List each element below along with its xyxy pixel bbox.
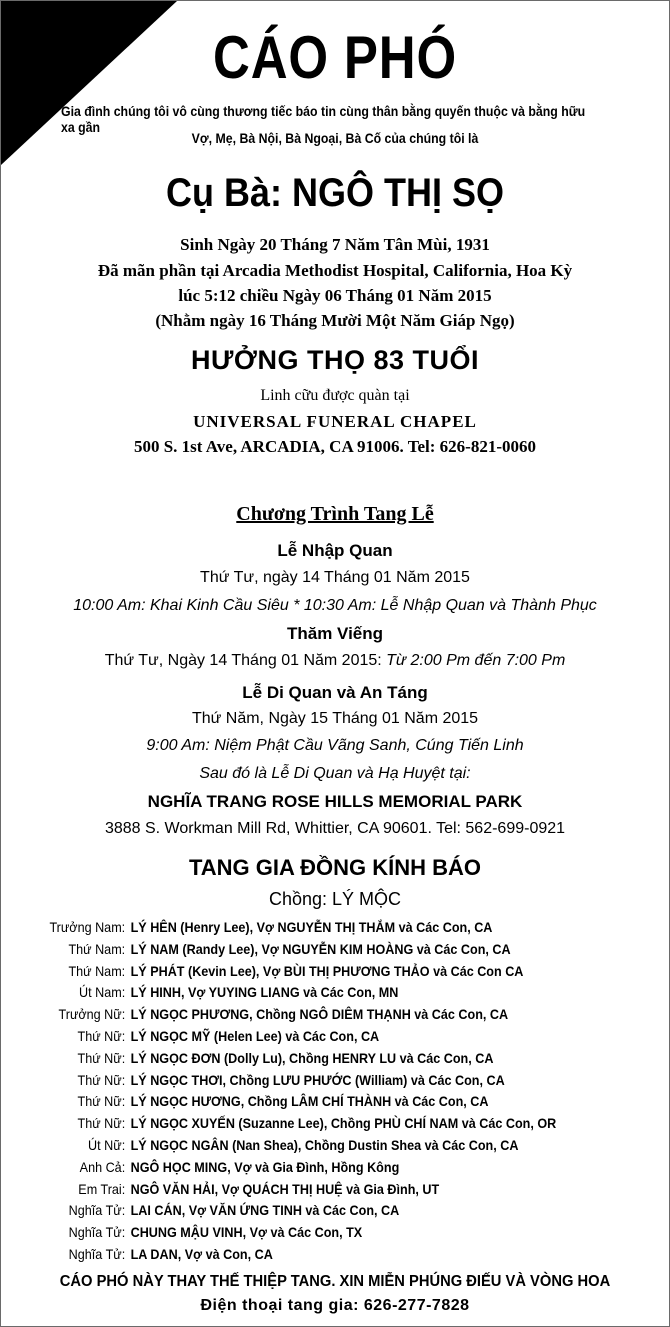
husband-line: Chồng: LÝ MỘC: [268, 889, 402, 909]
relative-name: NGÔ HỌC MING, Vợ và Gia Đình, Hồng Kông: [130, 1158, 400, 1175]
relative-label: Nghĩa Tử:: [68, 1202, 126, 1219]
relative-label: Út Nữ:: [88, 1137, 126, 1153]
burial-date: Thứ Năm, Ngày 15 Tháng 01 Năm 2015: [191, 710, 479, 727]
visitation-time: Từ 2:00 Pm đến 7:00 Pm: [386, 652, 566, 669]
relative-label: Thứ Nữ:: [77, 1071, 126, 1088]
page-title: CÁO PHÓ: [213, 24, 457, 91]
relative-row: [1, 1028, 379, 1044]
relative-label: Thứ Nữ:: [77, 1115, 126, 1132]
cemetery-name: NGHĨA TRANG ROSE HILLS MEMORIAL PARK: [147, 792, 523, 811]
relative-name: LÝ NGỌC THƠI, Chồng LƯU PHƯỚC (William) và Các Con, CA: [130, 1071, 505, 1088]
relative-row: [1, 1202, 399, 1218]
relative-label: Thứ Nữ:: [77, 1093, 126, 1110]
relative-name: LA DAN, Vợ và Con, CA: [130, 1246, 273, 1262]
age-heading: HƯỞNG THỌ 83 TUỔI: [191, 345, 479, 375]
intro-line-2: Vợ, Mẹ, Bà Nội, Bà Ngoại, Bà Cố của chúng tôi là: [191, 130, 479, 146]
relative-name: CHUNG MẬU VINH, Vợ và Các Con, TX: [130, 1224, 363, 1241]
relative-label: Trưởng Nữ:: [58, 1006, 126, 1023]
relative-name: LÝ PHÁT (Kevin Lee), Vợ BÙI THỊ PHƯƠNG THẢO và Các Con CA: [130, 962, 524, 979]
viewing-intro: Linh cữu được quàn tại: [260, 387, 410, 404]
relative-label: Thứ Nữ:: [77, 1028, 126, 1044]
relative-label: Anh Cả:: [79, 1158, 126, 1175]
program-heading: Chương Trình Tang Lễ: [236, 503, 434, 525]
relative-label: Út Nam:: [78, 984, 126, 1001]
visitation-title: Thăm Viếng: [286, 624, 384, 643]
lunar-date: (Nhằm ngày 16 Tháng Mười Một Năm Giáp Ngọ): [155, 311, 515, 330]
relative-row: [1, 1006, 508, 1022]
encoffining-date: Thứ Tư, ngày 14 Tháng 01 Năm 2015: [200, 569, 470, 586]
relative-label: Nghĩa Tử:: [68, 1246, 126, 1262]
relative-name: NGÔ VĂN HẢI, Vợ QUÁCH THỊ HUỆ và Gia Đình, UT: [130, 1180, 440, 1197]
relative-row: [1, 1115, 556, 1131]
relative-label: Thứ Nữ:: [77, 1049, 126, 1066]
relative-label: Em Trai:: [78, 1180, 126, 1197]
relative-row: [1, 1072, 505, 1088]
relative-row: [1, 963, 523, 979]
relative-row: [1, 1159, 399, 1175]
relative-row: [1, 1050, 493, 1066]
relative-label: Thứ Nam:: [68, 940, 126, 957]
relative-name: LÝ NGỌC ĐƠN (Dolly Lu), Chồng HENRY LU và Các Con, CA: [130, 1049, 494, 1066]
burial-detail-2: Sau đó là Lễ Di Quan và Hạ Huyệt tại:: [199, 765, 471, 782]
relative-name: LÝ HINH, Vợ YUYING LIANG và Các Con, MN: [130, 984, 399, 1001]
relative-row: [1, 1246, 273, 1262]
visitation-date: Thứ Tư, Ngày 14 Tháng 01 Năm 2015:: [104, 652, 382, 669]
encoffining-title: Lễ Nhập Quan: [277, 541, 393, 560]
chapel-name: UNIVERSAL FUNERAL CHAPEL: [193, 412, 477, 431]
deceased-name: Cụ Bà: NGÔ THỊ SỌ: [165, 171, 505, 215]
relative-label: Thứ Nam:: [68, 962, 126, 979]
relative-name: LÝ NGỌC PHƯƠNG, Chồng NGÔ DIÊM THẠNH và Các Con, CA: [130, 1006, 509, 1023]
relative-name: LÝ NGỌC HƯƠNG, Chồng LÂM CHÍ THÀNH và Các Con, CA: [130, 1093, 489, 1110]
death-time: lúc 5:12 chiều Ngày 06 Tháng 01 Năm 2015: [178, 286, 492, 305]
chapel-address: 500 S. 1st Ave, ARCADIA, CA 91006. Tel: 626-821-0060: [133, 437, 537, 456]
relative-row: [1, 919, 492, 935]
relative-row: [1, 1224, 362, 1240]
relative-name: LÝ NGỌC NGÂN (Nan Shea), Chồng Dustin Shea và Các Con, CA: [130, 1137, 519, 1153]
relative-row: [1, 941, 511, 957]
intro-line-1: Gia đình chúng tôi vô cùng thương tiếc báo tin cùng thân bằng quyến thuộc và bằng hữu xa gần: [61, 103, 586, 135]
relative-name: LÝ NGỌC MỸ (Helen Lee) và Các Con, CA: [130, 1028, 380, 1044]
relative-row: [1, 1181, 439, 1197]
birth-date: Sinh Ngày 20 Tháng 7 Năm Tân Mùi, 1931: [180, 235, 490, 254]
relative-label: Trưởng Nam:: [49, 919, 126, 935]
relative-row: [1, 1137, 518, 1153]
relative-label: Nghĩa Tử:: [68, 1224, 126, 1241]
family-heading: TANG GIA ĐỒNG KÍNH BÁO: [188, 855, 482, 880]
visitation-line: [1, 652, 669, 670]
relative-name: LÝ NGỌC XUYẾN (Suzanne Lee), Chồng PHÙ CHÍ NAM và Các Con, OR: [130, 1115, 557, 1132]
relative-name: LÝ NAM (Randy Lee), Vợ NGUYỄN KIM HOÀNG và Các Con, CA: [130, 940, 511, 957]
footer-notice: CÁO PHÓ NÀY THAY THẾ THIỆP TANG. XIN MIỄN PHÚNG ĐIẾU VÀ VÒNG HOA: [59, 1273, 611, 1290]
relative-row: [1, 1093, 489, 1109]
cemetery-address: 3888 S. Workman Mill Rd, Whittier, CA 90601. Tel: 562-699-0921: [104, 820, 566, 837]
relative-row: [1, 984, 398, 1000]
footer-phone: Điện thoại tang gia: 626-277-7828: [200, 1297, 470, 1314]
relative-name: LAI CÁN, Vợ VĂN ỨNG TINH và Các Con, CA: [130, 1202, 400, 1219]
relative-name: LÝ HÊN (Henry Lee), Vợ NGUYỄN THỊ THẮM và Các Con, CA: [130, 919, 493, 935]
death-place: Đã mãn phần tại Arcadia Methodist Hospital, California, Hoa Kỳ: [97, 261, 573, 280]
encoffining-detail: 10:00 Am: Khai Kinh Cầu Siêu * 10:30 Am: Lễ Nhập Quan và Thành Phục: [73, 597, 597, 614]
burial-title: Lễ Di Quan và An Táng: [242, 683, 428, 702]
burial-detail-1: 9:00 Am: Niệm Phật Cầu Vãng Sanh, Cúng Tiến Linh: [146, 737, 524, 754]
